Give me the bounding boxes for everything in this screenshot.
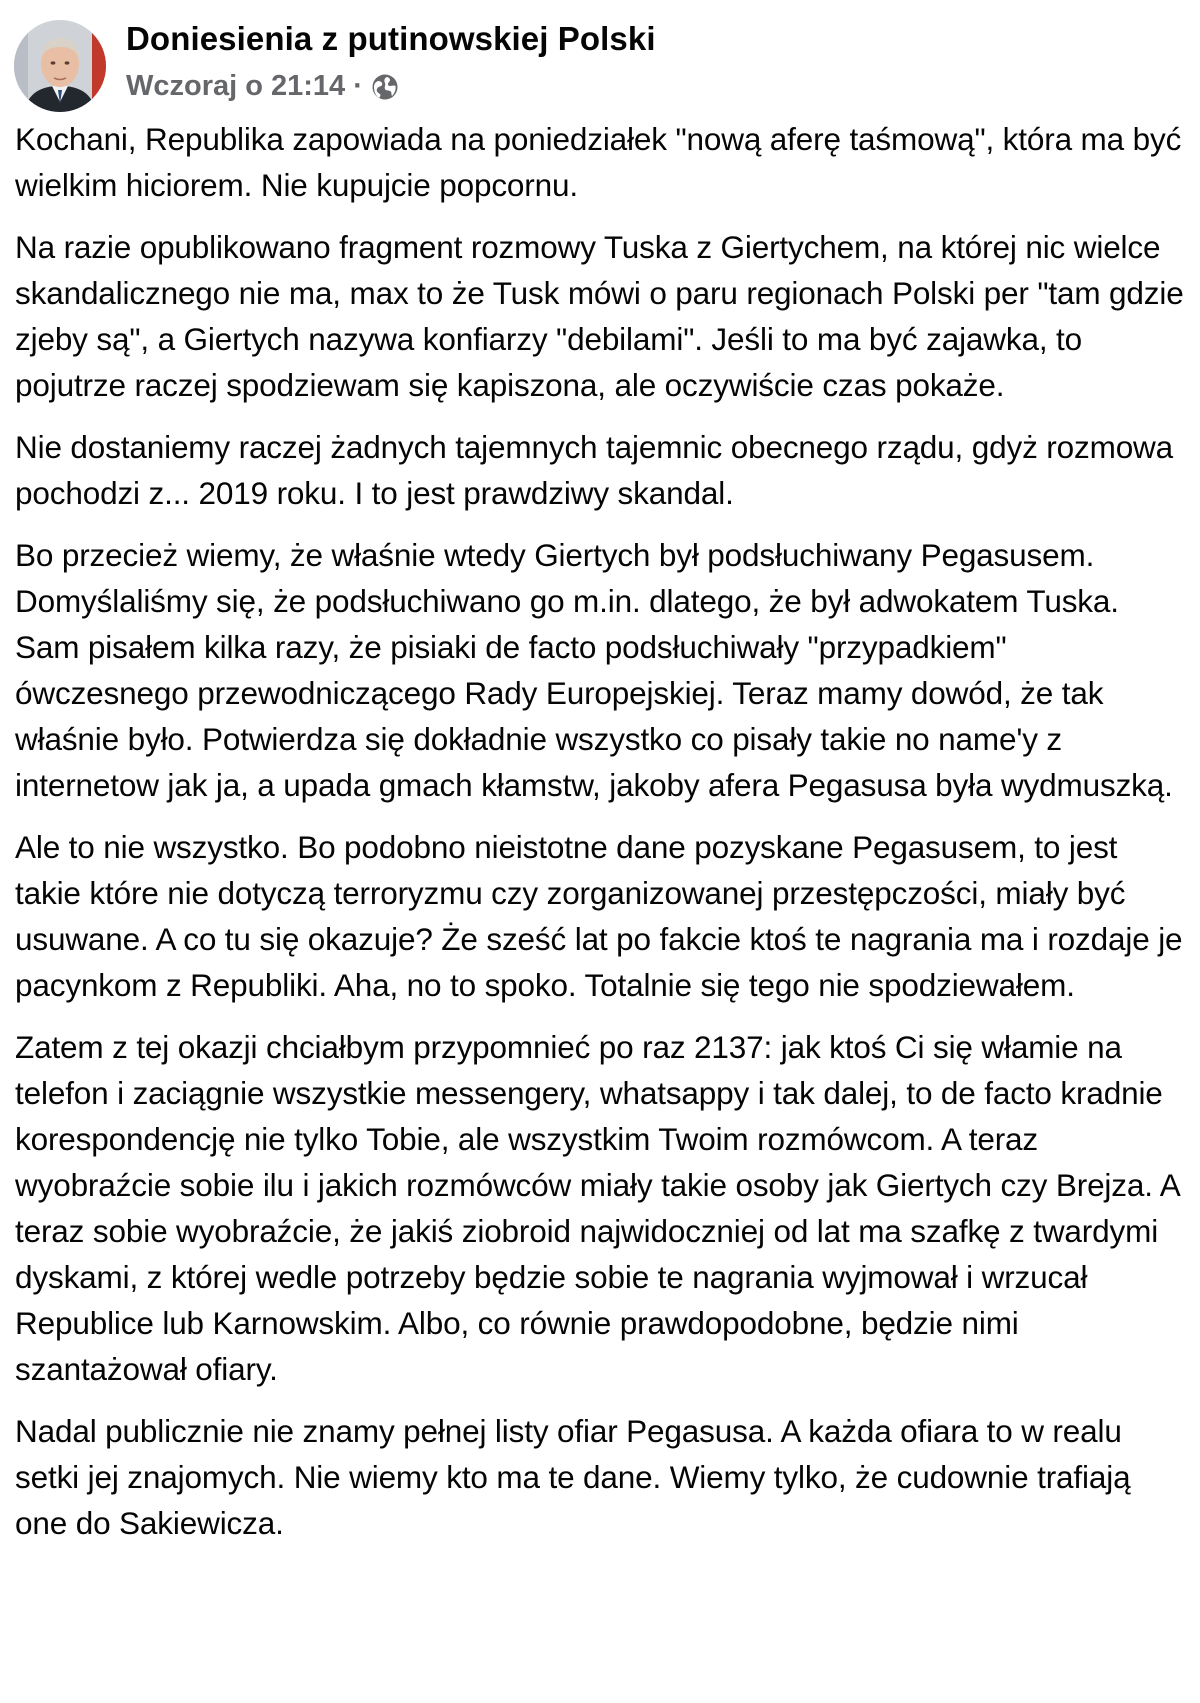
meta-separator: · (353, 70, 363, 102)
post-header (14, 18, 1174, 110)
post-meta (126, 70, 399, 103)
post-body (15, 116, 1187, 1562)
post-timestamp[interactable]: Wczoraj o 21:14 (126, 70, 346, 102)
post-paragraph: Kochani, Republika zapowiada na poniedziałek "nową aferę taśmową", która ma być wielkim hiciorem. Nie kupujcie popcornu. (15, 121, 1182, 203)
profile-photo-icon (14, 20, 106, 112)
post-paragraph: Zatem z tej okazji chciałbym przypomnieć po raz 2137: jak ktoś Ci się włamie na telefon i zaciągnie wszystkie messengery, whatsappy i tak dalej, to de facto kradnie korespondencję nie tylko Tobie, ale wszystkim Twoim rozmówcom. A teraz wyobraźcie sobie ilu i jakich rozmówców miały takie osoby jak Giertych czy Brejza. A teraz sobie wyobraźcie, że jakiś ziobroid najwidoczniej od lat ma szafkę z twardymi dyskami, z której wedle potrzeby będzie sobie te nagrania wyjmował i wrzucał Republice lub Karnowskim. Albo, co równie prawdopodobne, będzie nimi szantażował ofiary. (15, 1029, 1179, 1387)
post-paragraph: Nadal publicznie nie znamy pełnej listy ofiar Pegasusa. A każda ofiara to w realu setki jej znajomych. Nie wiemy kto ma te dane. Wiemy tylko, że cudownie trafiają one do Sakiewicza. (15, 1413, 1131, 1541)
post-paragraph: Nie dostaniemy raczej żadnych tajemnych tajemnic obecnego rządu, gdyż rozmowa pochodzi z... 2019 roku. I to jest prawdziwy skandal. (15, 429, 1174, 511)
globe-icon[interactable] (371, 73, 399, 101)
post-paragraph: Na razie opublikowano fragment rozmowy Tuska z Giertychem, na której nic wielce skandalicznego nie ma, max to że Tusk mówi o paru regionach Polski per "tam gdzie zjeby są", a Giertych nazywa konfiarzy "debilami". Jeśli to ma być zajawka, to pojutrze raczej spodziewam się kapiszona, ale oczywiście czas pokaże. (15, 229, 1184, 403)
avatar[interactable] (14, 20, 106, 112)
author-name[interactable]: Doniesienia z putinowskiej Polski (126, 20, 656, 57)
post-paragraph: Ale to nie wszystko. Bo podobno nieistotne dane pozyskane Pegasusem, to jest takie które nie dotyczą terroryzmu czy zorganizowanej przestępczości, miały być usuwane. A co tu się okazuje? Że sześć lat po fakcie ktoś te nagrania ma i rozdaje je pacynkom z Republiki. Aha, no to spoko. Totalnie się tego nie spodziewałem. (15, 829, 1183, 1003)
post-paragraph: Bo przecież wiemy, że właśnie wtedy Giertych był podsłuchiwany Pegasusem. Domyślaliśmy się, że podsłuchiwano go m.in. dlatego, że był adwokatem Tuska. Sam pisałem kilka razy, że pisiaki de facto podsłuchiwały "przypadkiem" ówczesnego przewodniczącego Rady Europejskiej. Teraz mamy dowód, że tak właśnie było. Potwierdza się dokładnie wszystko co pisały takie no name'y z internetow jak ja, a upada gmach kłamstw, jakoby afera Pegasusa była wydmuszką. (15, 537, 1173, 803)
